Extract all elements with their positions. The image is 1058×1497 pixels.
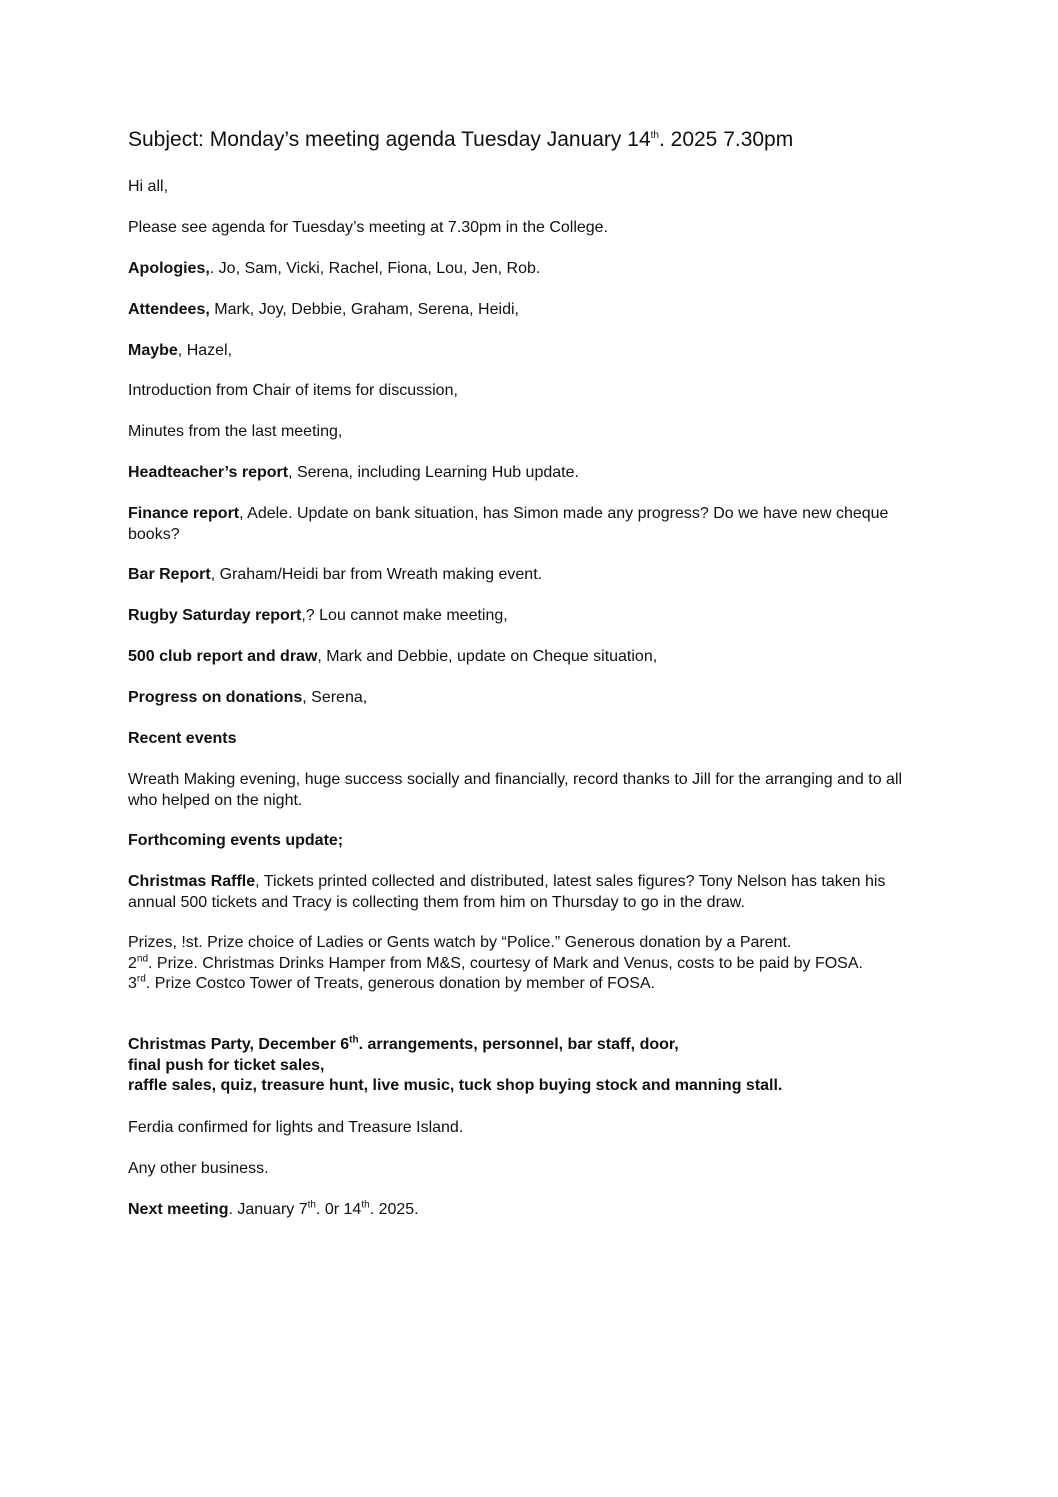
- next-meeting-item: Next meeting. January 7th. 0r 14th. 2025.: [128, 1199, 419, 1218]
- bar-report-item: Bar Report, Graham/Heidi bar from Wreath making event.: [128, 566, 543, 583]
- prize-third: 3rd. Prize Costco Tower of Treats, generous donation by member of FOSA.: [128, 973, 656, 992]
- finance-report-item: Finance report, Adele. Update on bank situation, has Simon made any progress? Do we have new cheque books?: [128, 505, 889, 543]
- party-line-2: final push for ticket sales,: [128, 1056, 325, 1074]
- prize-first: Prizes, !st. Prize choice of Ladies or Gents watch by “Police.” Generous donation by a Parent.: [128, 934, 792, 951]
- recent-events-heading: Recent events: [128, 730, 237, 747]
- forthcoming-events-heading: Forthcoming events update;: [128, 832, 344, 849]
- prizes-block: [128, 933, 928, 995]
- apologies-item: Apologies,. Jo, Sam, Vicki, Rachel, Fiona, Lou, Jen, Rob.: [128, 260, 541, 277]
- ferdia-item: Ferdia confirmed for lights and Treasure Island.: [128, 1119, 464, 1136]
- party-line-1: Christmas Party, December 6th. arrangements, personnel, bar staff, door,: [128, 1034, 679, 1053]
- prize-second: 2nd. Prize. Christmas Drinks Hamper from M&S, courtesy of Mark and Venus, costs to be paid by FOSA.: [128, 953, 863, 972]
- donations-item: Progress on donations, Serena,: [128, 689, 368, 706]
- party-line-3: raffle sales, quiz, treasure hunt, live music, tuck shop buying stock and manning stall.: [128, 1077, 783, 1094]
- intro-paragraph: Please see agenda for Tuesday’s meeting at 7.30pm in the College.: [128, 219, 609, 236]
- headteacher-report-item: Headteacher’s report, Serena, including Learning Hub update.: [128, 464, 579, 481]
- wreath-paragraph: Wreath Making evening, huge success socially and financially, record thanks to Jill for the arranging and to all who helped on the night.: [128, 771, 903, 809]
- christmas-party-block: [128, 1035, 928, 1097]
- club-500-item: 500 club report and draw, Mark and Debbie, update on Cheque situation,: [128, 648, 658, 665]
- subject-line: Subject: Monday’s meeting agenda Tuesday January 14th. 2025 7.30pm: [128, 128, 794, 151]
- greeting: Hi all,: [128, 178, 169, 195]
- introduction-item: Introduction from Chair of items for discussion,: [128, 382, 458, 399]
- attendees-item: Attendees, Mark, Joy, Debbie, Graham, Serena, Heidi,: [128, 301, 519, 318]
- rugby-report-item: Rugby Saturday report,? Lou cannot make meeting,: [128, 607, 508, 624]
- minutes-item: Minutes from the last meeting,: [128, 423, 343, 440]
- christmas-raffle-item: Christmas Raffle, Tickets printed collected and distributed, latest sales figures? Tony Nelson has taken his annual 500 tickets and Tracy is collecting them from him on Thursday to go in the draw.: [128, 873, 886, 911]
- aob-item: Any other business.: [128, 1160, 269, 1177]
- maybe-item: Maybe, Hazel,: [128, 342, 233, 359]
